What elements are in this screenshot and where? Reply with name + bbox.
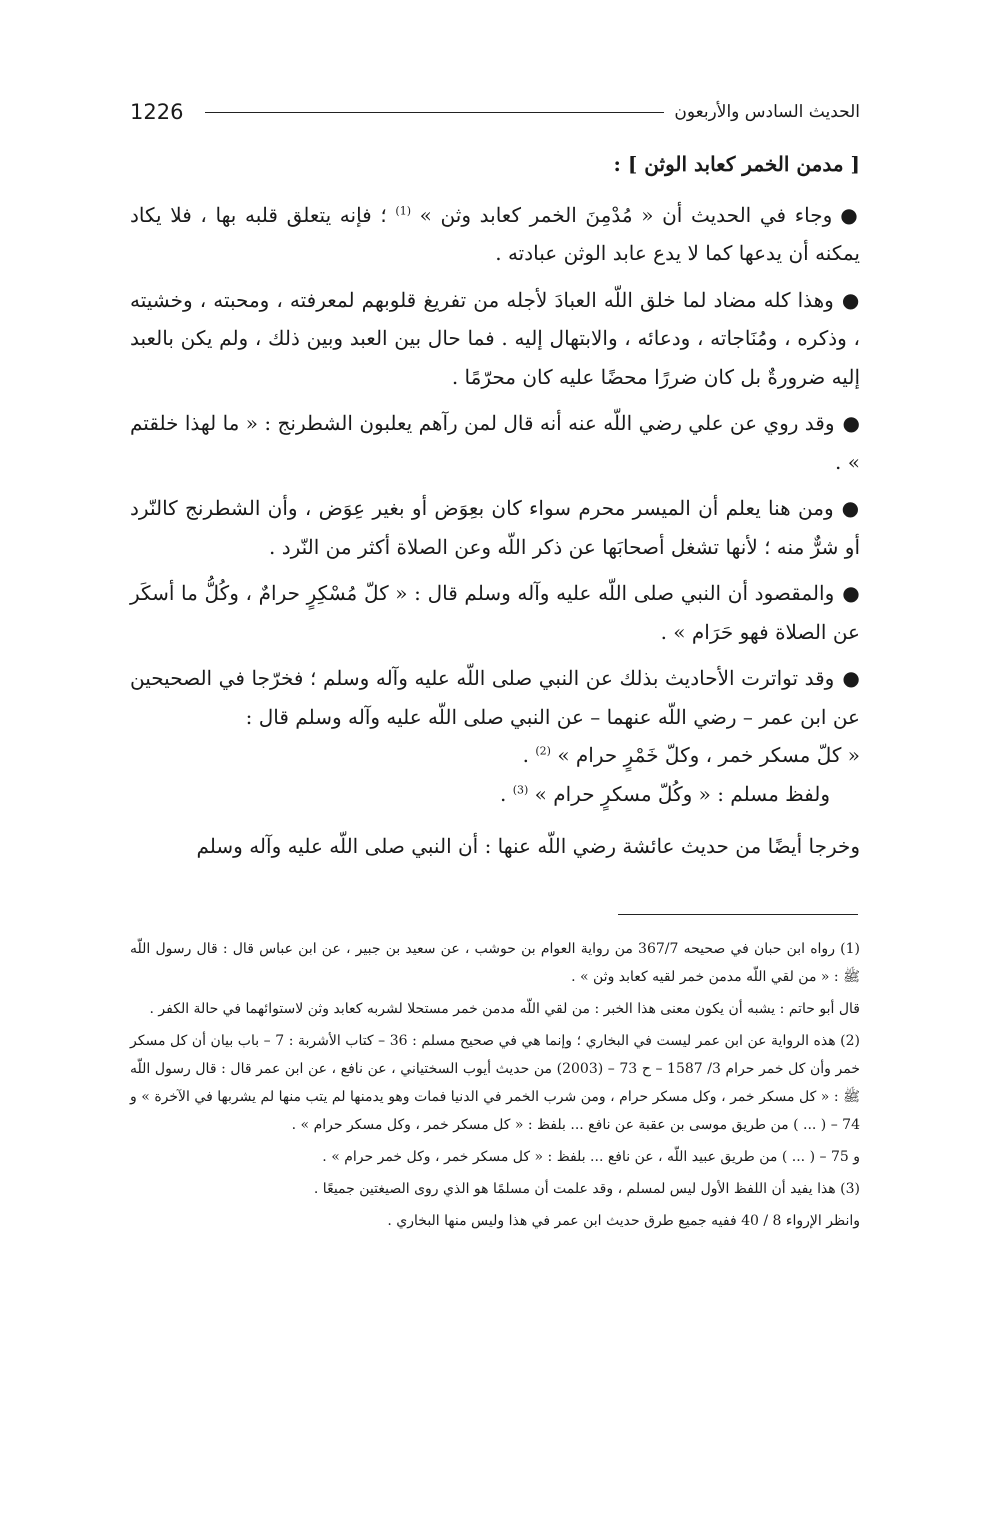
bullet-icon: ● xyxy=(842,581,860,605)
footnote-separator xyxy=(618,914,858,915)
paragraph-1: ●وجاء في الحديث أن « مُدْمِنَ الخمر كعابد وثن » $^{(1)}$ ؛ فإنه يتعلق قلبه بها ، فلا يكاد يمكنه أن يدعها كما لا يدع عابد الوثن عبادته . xyxy=(130,202,861,265)
footnote-ref-1[interactable]: (1) xyxy=(395,203,411,217)
paragraph-4: ●ومن هنا يعلم أن الميسر محرم سواء كان بعِوَض أو بغير عِوَض ، وأن الشطرنج كالنّرد أو شرٌّ منه ؛ لأنها تشغل أصحابَها عن ذكر اللّه وعن الصلاة أكثر من النّرد . xyxy=(130,496,861,559)
footnotes xyxy=(130,935,860,1239)
page-number: 1226 xyxy=(130,100,184,124)
paragraph-6: ●وقد تواترت الأحاديث بذلك عن النبي صلى اللّه عليه وآله وسلم ؛ فخرّجا في الصحيحين عن ابن عمر – رضي اللّه عنهما – عن النبي صلى اللّه عليه وآله وسلم قال : « كلّ مسكر خمر ، وكلّ خَمْرٍ حرام » $^{(2)}$ . ولفظ مسلم : « وكُلّ مسكرٍ حرام » $^{(3)}$ . xyxy=(130,666,860,806)
bullet-icon: ● xyxy=(842,411,860,435)
footnote-3: (3) هذا يفيد أن اللفظ الأول ليس لمسلم ، وقد علمت أن مسلمًا هو الذي روى الصيغتين جميعًا . xyxy=(313,1181,860,1197)
bullet-icon: ● xyxy=(840,202,861,227)
page-header xyxy=(130,92,860,132)
footnote-2-continued: و 75 – ( ... ) من طريق عبيد اللّه ، عن نافع ... بلفظ : « كل مسكر خمر ، وكل خمر حرام » . xyxy=(322,1149,860,1165)
section-title: [ مدمن الخمر كعابد الوثن ] : xyxy=(613,152,860,176)
paragraph-3: ●وقد روي عن علي رضي اللّه عنه أنه قال لمن رآهم يعلبون الشطرنج : « ما لهذا خلقتم » . xyxy=(130,411,860,474)
bullet-icon: ● xyxy=(841,287,860,312)
hadith-quote-1: « كلّ مسكر خمر ، وكلّ خَمْرٍ حرام » xyxy=(557,743,860,767)
main-text xyxy=(130,145,860,874)
footnote-ref-3[interactable]: (3) xyxy=(512,782,529,796)
footnote-ref-2[interactable]: (2) xyxy=(535,744,551,758)
footnote-2: (2) هذه الرواية عن ابن عمر ليست في البخاري ؛ وإنما هي في صحيح مسلم : 36 – كتاب الأشربة : 7 – باب بيان أن كل مسكر خمر وأن كل خمر حرام 3/ 1587 – ح 73 – (2003) من حديث أيوب السختياني ، عن نافع ، عن ابن عمر قال : قال رسول اللّه ﷺ : « كل مسكر خمر ، وكل مسكر حرام ، ومن شرب الخمر في الدنيا فمات وهو يدمنها لم يتب منها لم يشربها في الآخرة » و 74 – ( ... ) من طريق موسى بن عقبة عن نافع ... بلفظ : « كل مسكر خمر ، وكل مسكر حرام » . xyxy=(130,1033,860,1133)
paragraph-5: ●والمقصود أن النبي صلى اللّه عليه وآله وسلم قال : « كلّ مُسْكِرٍ حرامٌ ، وكُلُّ ما أسكَر عن الصلاة فهو حَرَام » . xyxy=(130,581,860,644)
footnote-1-note: قال أبو حاتم : يشبه أن يكون معنى هذا الخبر : من لقي اللّه مدمن خمر مستحلا لشربه كعابد وثن لاستوائهما في حالة الكفر . xyxy=(149,1001,860,1017)
header-rule xyxy=(205,112,664,113)
bullet-icon: ● xyxy=(841,496,861,520)
paragraph-2: ●وهذا كله مضاد لما خلق اللّه العبادَ لأجله من تفريغ قلوبهم لمعرفته ، ومحبته ، وخشيته ، وذكره ، ومُنَاجاته ، ودعائه ، والابتهال إليه . فما حال بين العبد وبين ذلك ، ولم يكن بالعبد إليه ضرورةٌ بل كان ضررًا محضًا عليه كان محرّمًا . xyxy=(130,287,860,389)
bullet-icon: ● xyxy=(842,666,860,690)
paragraph-7: وخرجا أيضًا من حديث عائشة رضي اللّه عنها : أن النبي صلى اللّه عليه وآله وسلم xyxy=(196,834,860,858)
running-title: الحديث السادس والأربعون xyxy=(674,102,860,122)
hadith-quote-2: ولفظ مسلم : « وكُلّ مسكرٍ حرام » xyxy=(534,781,830,806)
footnote-3-note: وانظر الإرواء 8 / 40 ففيه جميع طرق حديث ابن عمر في هذا وليس منها البخاري . xyxy=(387,1213,860,1229)
footnote-1: (1) رواه ابن حبان في صحيحه 367/7 من رواية العوام بن حوشب ، عن سعيد بن جبير ، عن ابن عباس قال : قال رسول اللّه ﷺ : « من لقي اللّه مدمن خمر لقيه كعابد وثن » . xyxy=(130,941,860,985)
